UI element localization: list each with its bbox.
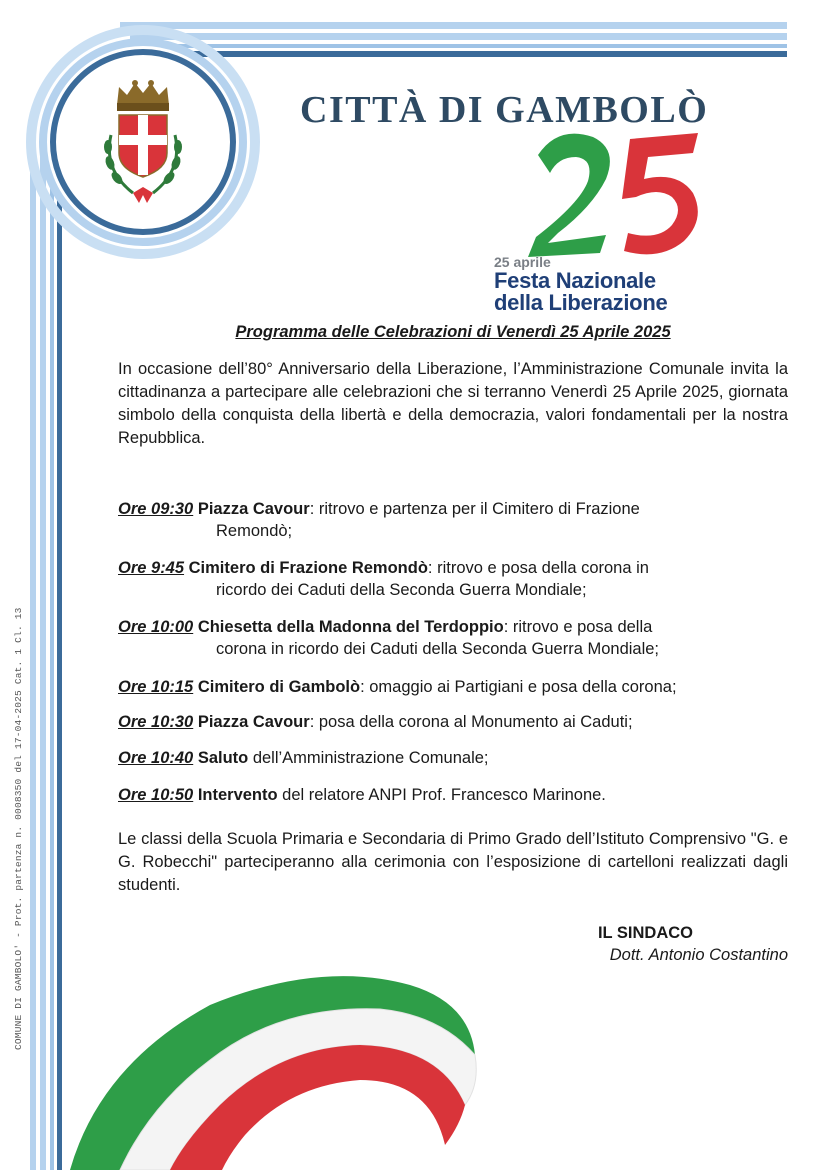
event-text: : ritrovo e posa della corona in (427, 559, 649, 577)
event-text: del relatore ANPI Prof. Francesco Marinone. (277, 786, 606, 804)
event-place: Cimitero di Gambolò (197, 678, 361, 696)
event-text: : ritrovo e posa della (503, 618, 653, 636)
event-time: Ore 10:50 (118, 786, 194, 804)
program-title: Programma delle Celebrazioni di Venerdì 25 Aprile 2025 (235, 323, 671, 341)
event-text-continued: Remondò; (216, 522, 293, 540)
event-place: Intervento (197, 786, 278, 804)
event-text: dell’Amministrazione Comunale; (248, 749, 489, 767)
event-item-0945 (118, 557, 788, 601)
closing-paragraph: Le classi della Scuola Primaria e Secondaria di Primo Grado dell’Istituto Comprensivo "G. e G. Robecchi" parteciperanno alla cerimonia con l’esposizione di cartelloni realizzati dagli studenti. (118, 830, 788, 894)
protocol-stamp: COMUNE DI GAMBOLO' - Prot. partenza n. 0008350 del 17-04-2025 Cat. 1 Cl. 13 (13, 607, 24, 1050)
logo-title-line1: Festa Nazionale (494, 268, 656, 293)
event-item-1000 (118, 616, 788, 660)
event-item-1015 (118, 676, 788, 698)
signature-role: IL SINDACO (597, 924, 694, 942)
italian-flag-ribbon-icon (60, 975, 490, 1170)
event-time: Ore 10:30 (118, 713, 194, 731)
event-time: Ore 09:30 (118, 500, 194, 518)
event-time: Ore 10:40 (118, 749, 194, 767)
event-text: : posa della corona al Monumento ai Caduti; (309, 713, 633, 731)
event-item-0930 (118, 498, 788, 542)
event-place: Cimitero di Frazione Remondò (188, 559, 428, 577)
signature-name: Dott. Antonio Costantino (609, 946, 788, 964)
event-place: Saluto (197, 749, 249, 767)
city-title: CITTÀ DI GAMBOLÒ (300, 89, 709, 131)
event-place: Piazza Cavour (197, 713, 310, 731)
event-text: : omaggio ai Partigiani e posa della corona; (360, 678, 677, 696)
event-text-continued: corona in ricordo dei Caduti della Seconda Guerra Mondiale; (216, 640, 660, 658)
coat-of-arms-icon (93, 75, 193, 215)
event-text-continued: ricordo dei Caduti della Seconda Guerra Mondiale; (216, 581, 587, 599)
event-item-1030 (118, 711, 788, 733)
intro-paragraph: In occasione dell’80° Anniversario della Liberazione, l’Amministrazione Comunale invita la cittadinanza a partecipare alle celebrazioni che si terranno Venerdì 25 Aprile 2025, giornata simbolo della conquista della libertà e della democrazia, valori fondamentali per la nostra Repubblica. (118, 360, 788, 447)
logo-title-line2: della Liberazione (494, 290, 668, 315)
event-time: Ore 10:00 (118, 618, 194, 636)
event-place: Piazza Cavour (197, 500, 310, 518)
event-item-1050 (118, 784, 788, 806)
event-time: Ore 10:15 (118, 678, 194, 696)
event-place: Chiesetta della Madonna del Terdoppio (197, 618, 504, 636)
event-time: Ore 9:45 (118, 559, 185, 577)
event-item-1040 (118, 747, 788, 769)
logo-date-label: 25 aprile (494, 254, 551, 270)
event-text: : ritrovo e partenza per il Cimitero di Frazione (309, 500, 640, 518)
